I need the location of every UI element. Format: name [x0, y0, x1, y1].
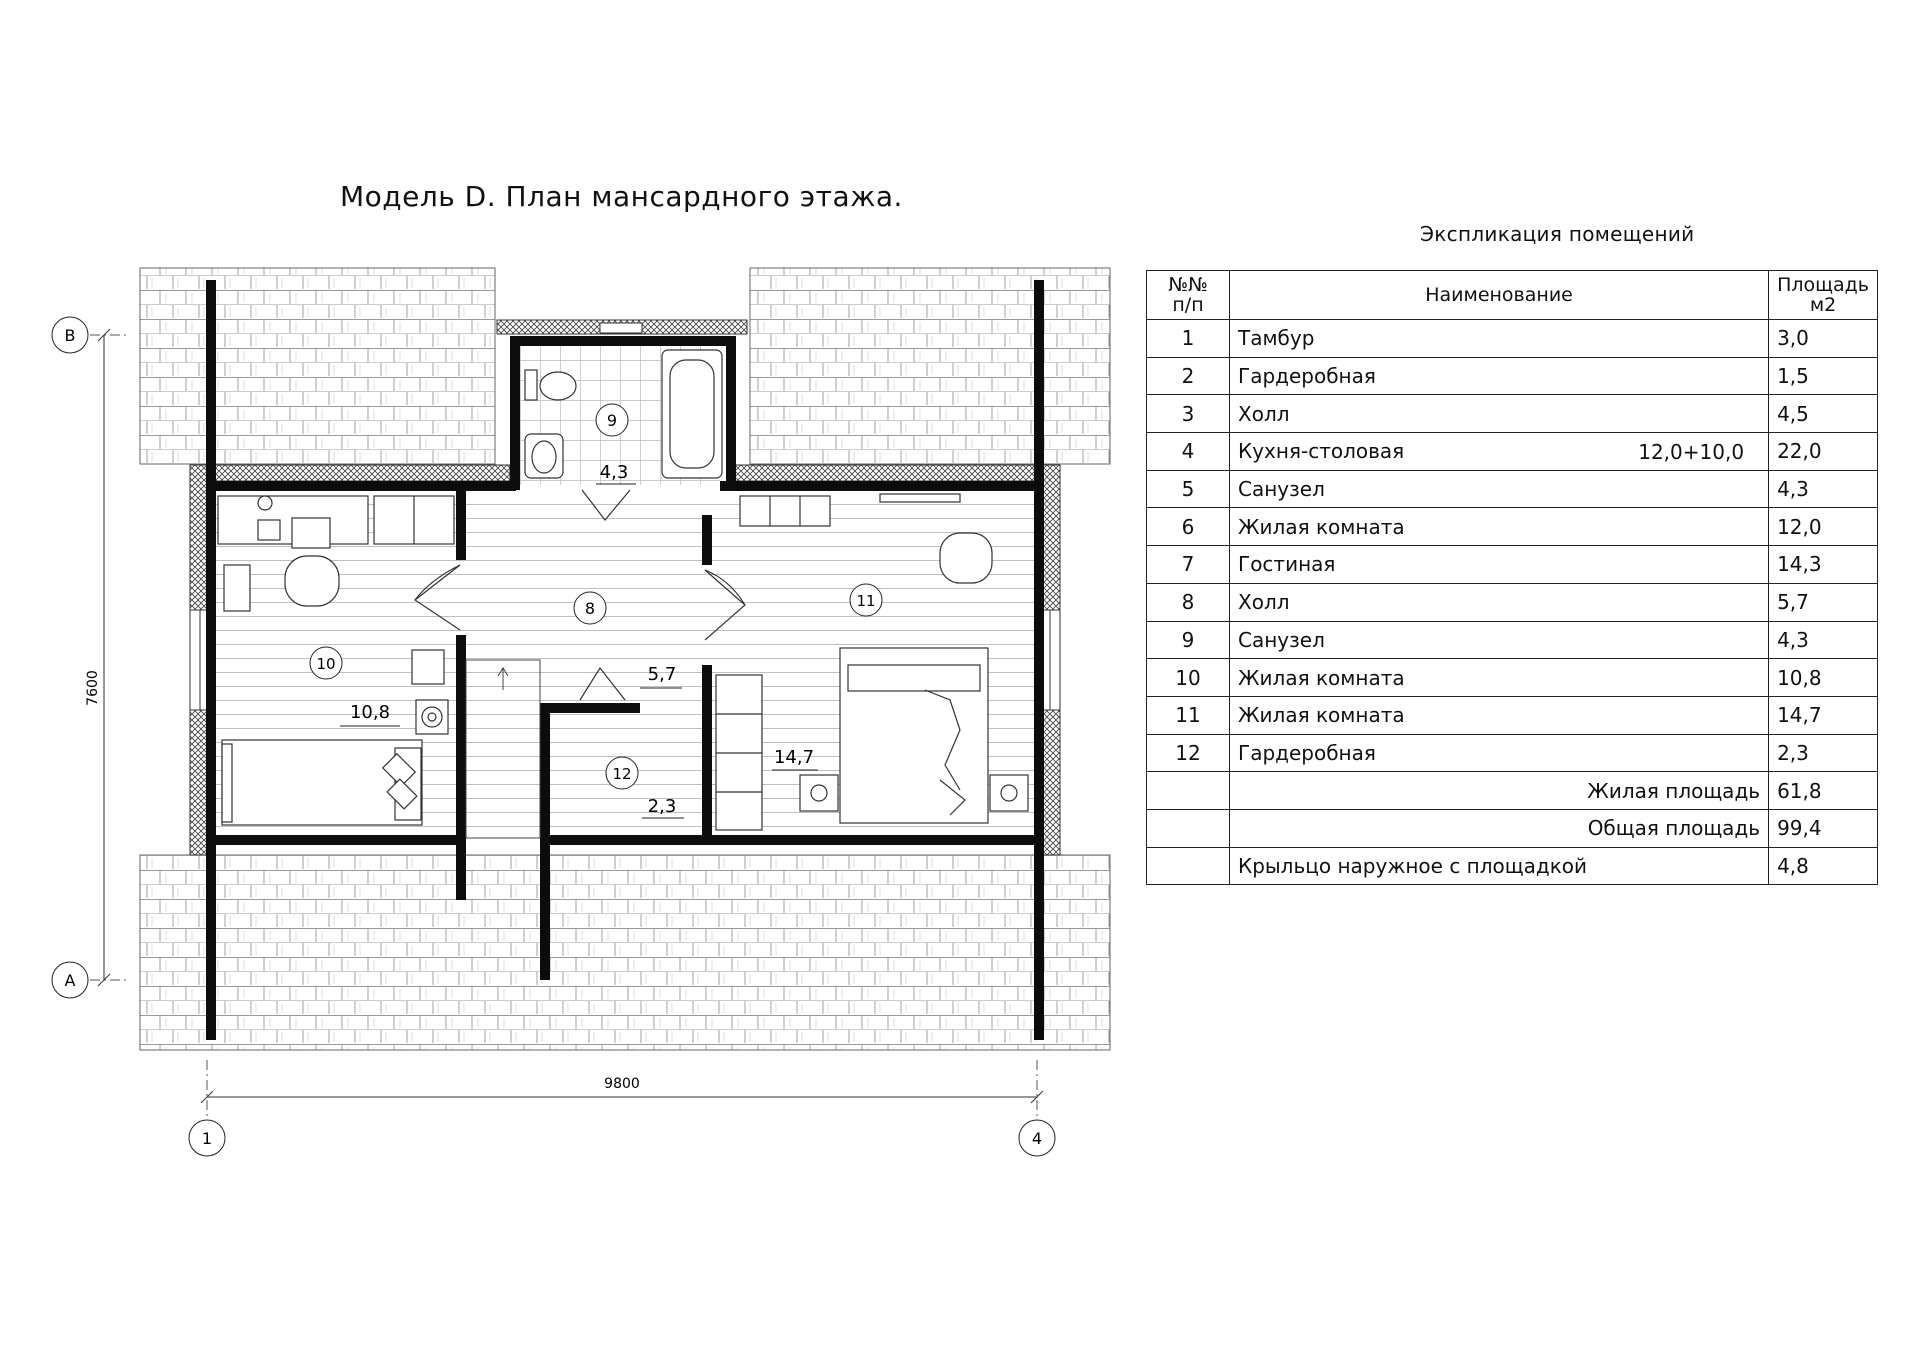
- room-name: Холл: [1238, 590, 1290, 615]
- row-name: [1230, 734, 1769, 772]
- table-header-row: [1147, 271, 1878, 320]
- table-row: [1147, 734, 1878, 772]
- table-row: [1147, 696, 1878, 734]
- row-number: [1147, 847, 1230, 885]
- header-num: №№ п/п: [1147, 271, 1230, 320]
- room-area: 5,7: [647, 664, 677, 685]
- room-number: 9: [606, 411, 618, 430]
- room-name: Санузел: [1238, 477, 1325, 502]
- room-name: Санузел: [1238, 627, 1325, 652]
- row-area: 22,0: [1769, 433, 1878, 471]
- row-name: [1230, 696, 1769, 734]
- room-name: Жилая комната: [1238, 703, 1405, 728]
- row-area: 4,5: [1769, 395, 1878, 433]
- dimension-height: [85, 329, 110, 986]
- explication-title: Экспликация помещений: [1420, 222, 1695, 246]
- row-number: 6: [1147, 508, 1230, 546]
- row-number: [1147, 772, 1230, 810]
- row-name: [1230, 621, 1769, 659]
- total-area: 61,8: [1769, 772, 1878, 810]
- row-name: [1230, 659, 1769, 697]
- room-number: 10: [316, 655, 336, 673]
- row-area: 10,8: [1769, 659, 1878, 697]
- row-number: 1: [1147, 320, 1230, 358]
- dimension-width: [201, 1076, 1043, 1103]
- row-name: [1230, 583, 1769, 621]
- room-number: 12: [612, 765, 632, 783]
- table-row: [1147, 583, 1878, 621]
- table-total-row: [1147, 772, 1878, 810]
- room-name: Холл: [1238, 401, 1290, 426]
- row-name: [1230, 320, 1769, 358]
- svg-text:7600: 7600: [85, 670, 101, 706]
- row-name: [1230, 357, 1769, 395]
- table-row: [1147, 546, 1878, 584]
- row-name: [1230, 470, 1769, 508]
- row-number: 4: [1147, 433, 1230, 471]
- total-label: Жилая площадь: [1230, 772, 1769, 810]
- row-number: 3: [1147, 395, 1230, 433]
- row-area: 14,7: [1769, 696, 1878, 734]
- total-area: 99,4: [1769, 809, 1878, 847]
- row-area: 3,0: [1769, 320, 1878, 358]
- room-area-breakdown: 12,0+10,0: [1638, 440, 1745, 465]
- room-name: Гостиная: [1238, 552, 1336, 577]
- roof-top-right: [750, 268, 1110, 464]
- room-name: Жилая комната: [1238, 665, 1405, 690]
- row-area: 4,3: [1769, 621, 1878, 659]
- room-name: Жилая комната: [1238, 514, 1405, 539]
- row-number: 2: [1147, 357, 1230, 395]
- row-area: 5,7: [1769, 583, 1878, 621]
- row-number: 5: [1147, 470, 1230, 508]
- row-name: [1230, 395, 1769, 433]
- row-area: 12,0: [1769, 508, 1878, 546]
- row-area: 1,5: [1769, 357, 1878, 395]
- row-name: [1230, 546, 1769, 584]
- room-area: 2,3: [647, 796, 677, 817]
- grid-axis-row-b: [52, 317, 130, 353]
- row-number: 11: [1147, 696, 1230, 734]
- porch-area: 4,8: [1769, 847, 1878, 885]
- table-row: [1147, 433, 1878, 471]
- row-area: 4,3: [1769, 470, 1878, 508]
- room-area: 14,7: [773, 747, 815, 768]
- svg-text:1: 1: [201, 1129, 213, 1148]
- grid-axis-row-a: [52, 962, 130, 998]
- row-name: [1230, 508, 1769, 546]
- svg-text:В: В: [64, 326, 76, 345]
- table-body: [1147, 320, 1878, 885]
- table-row: [1147, 508, 1878, 546]
- row-number: 8: [1147, 583, 1230, 621]
- table-row: [1147, 621, 1878, 659]
- table-row: [1147, 395, 1878, 433]
- row-name: [1230, 433, 1769, 471]
- row-number: 7: [1147, 546, 1230, 584]
- table-total-row: [1147, 809, 1878, 847]
- room-number: 11: [856, 592, 876, 610]
- roof-bottom: [140, 855, 1110, 1050]
- svg-text:А: А: [64, 971, 76, 990]
- svg-text:9800: 9800: [604, 1076, 640, 1092]
- porch-label: Крыльцо наружное с площадкой: [1230, 847, 1769, 885]
- svg-text:4: 4: [1031, 1129, 1043, 1148]
- roof-top-left: [140, 268, 495, 464]
- table-porch-row: [1147, 847, 1878, 885]
- header-name: Наименование: [1230, 271, 1769, 320]
- row-number: 12: [1147, 734, 1230, 772]
- window-bath: [600, 323, 642, 333]
- grid-axis-col-4: [1019, 1060, 1055, 1156]
- room-number: 8: [584, 599, 596, 618]
- row-area: 2,3: [1769, 734, 1878, 772]
- room-area: 10,8: [349, 702, 391, 723]
- explication-table: [1146, 270, 1878, 885]
- table-row: [1147, 659, 1878, 697]
- plan-title: Модель D. План мансардного этажа.: [340, 180, 903, 213]
- kneewall-top-left: [210, 465, 510, 481]
- room-name: Гардеробная: [1238, 740, 1376, 765]
- room-name: Гардеробная: [1238, 364, 1376, 389]
- kneewall-top-right: [735, 465, 1040, 481]
- row-number: [1147, 809, 1230, 847]
- grid-axis-col-1: [189, 1060, 225, 1156]
- room-area: 4,3: [599, 462, 629, 483]
- room-name: Кухня-столовая: [1238, 439, 1405, 464]
- table-row: [1147, 320, 1878, 358]
- row-number: 9: [1147, 621, 1230, 659]
- table-row: [1147, 470, 1878, 508]
- header-area: Площадь м2: [1769, 271, 1878, 320]
- row-number: 10: [1147, 659, 1230, 697]
- room-name: Тамбур: [1238, 326, 1315, 351]
- row-area: 14,3: [1769, 546, 1878, 584]
- total-label: Общая площадь: [1230, 809, 1769, 847]
- table-row: [1147, 357, 1878, 395]
